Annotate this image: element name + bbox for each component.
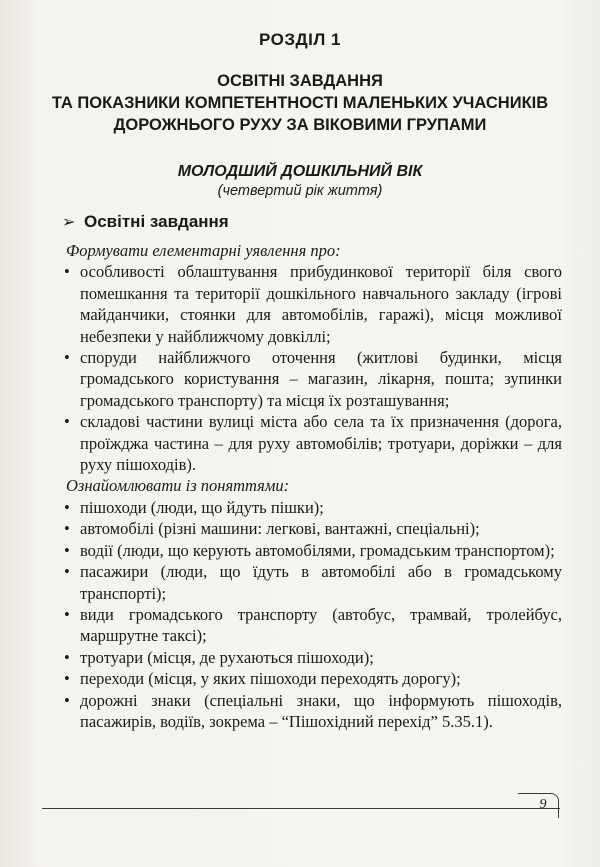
list-item: • особливості облаштування прибудинкової території біля свого помешкання та території дошкільного навчального закладу (ігрові майданчики, стоянки для автомобілів, гаражі), місця можливої небезпеки у найближчому довкіллі; — [62, 261, 562, 347]
list-item: • водії (люди, що керують автомобілями, громадським транспортом); — [62, 540, 562, 561]
section-heading-text: Освітні завдання — [84, 212, 229, 231]
arrow-bullet-icon: ➢ — [62, 214, 76, 231]
page-number: 9 — [539, 797, 547, 812]
list-item: • пасажири (люди, що їдуть в автомобілі або в громадському транспорті); — [62, 561, 562, 604]
chapter-title-line: ДОРОЖНЬОГО РУХУ ЗА ВІКОВИМИ ГРУПАМИ — [113, 116, 487, 134]
list-item: • автомобілі (різні машини: легкові, вантажні, спеціальні); — [62, 518, 562, 539]
chapter-title-line: ОСВІТНІ ЗАВДАННЯ — [217, 72, 383, 90]
age-group-subtitle: (четвертий рік життя) — [217, 183, 383, 199]
body-text — [62, 240, 562, 732]
list-item: • тротуари (місця, де рухаються пішоходи); — [62, 647, 562, 668]
list-item: • складові частини вулиці міста або села та їх призначення (дорога, проїжджа частина – для руху автомобілів; тротуари, доріжки – для руху пішоходів). — [62, 411, 562, 475]
bullet-list — [62, 261, 562, 475]
chapter-title — [20, 70, 580, 136]
bullet-list — [62, 497, 562, 732]
section-heading — [62, 212, 229, 232]
list-item: • види громадського транспорту (автобус, трамвай, тролейбус, маршрутне таксі); — [62, 604, 562, 647]
chapter-title-line: ТА ПОКАЗНИКИ КОМПЕТЕНТНОСТІ МАЛЕНЬКИХ УЧАСНИКІВ — [51, 94, 549, 112]
list-item: • споруди найближчого оточення (житлові будинки, місця громадського користування – магазин, лікарня, пошта; зупинки громадського транспорту) та місця їх розташування; — [62, 347, 562, 411]
list-item: • переходи (місця, у яких пішоходи переходять дорогу); — [62, 668, 562, 689]
list-intro: Формувати елементарні уявлення про: — [66, 241, 341, 260]
age-group-title: МОЛОДШИЙ ДОШКІЛЬНИЙ ВІК — [177, 163, 423, 180]
list-intro: Ознайомлювати із поняттями: — [66, 476, 290, 496]
footer-rule — [42, 808, 560, 809]
list-item: • дорожні знаки (спеціальні знаки, що інформують пішоходів, пасажирів, водіїв, зокрема – “Пішохідний перехід” 5.35.1). — [62, 690, 562, 733]
list-item: • пішоходи (люди, що йдуть пішки); — [62, 497, 562, 518]
section-label: РОЗДІЛ 1 — [259, 30, 341, 49]
